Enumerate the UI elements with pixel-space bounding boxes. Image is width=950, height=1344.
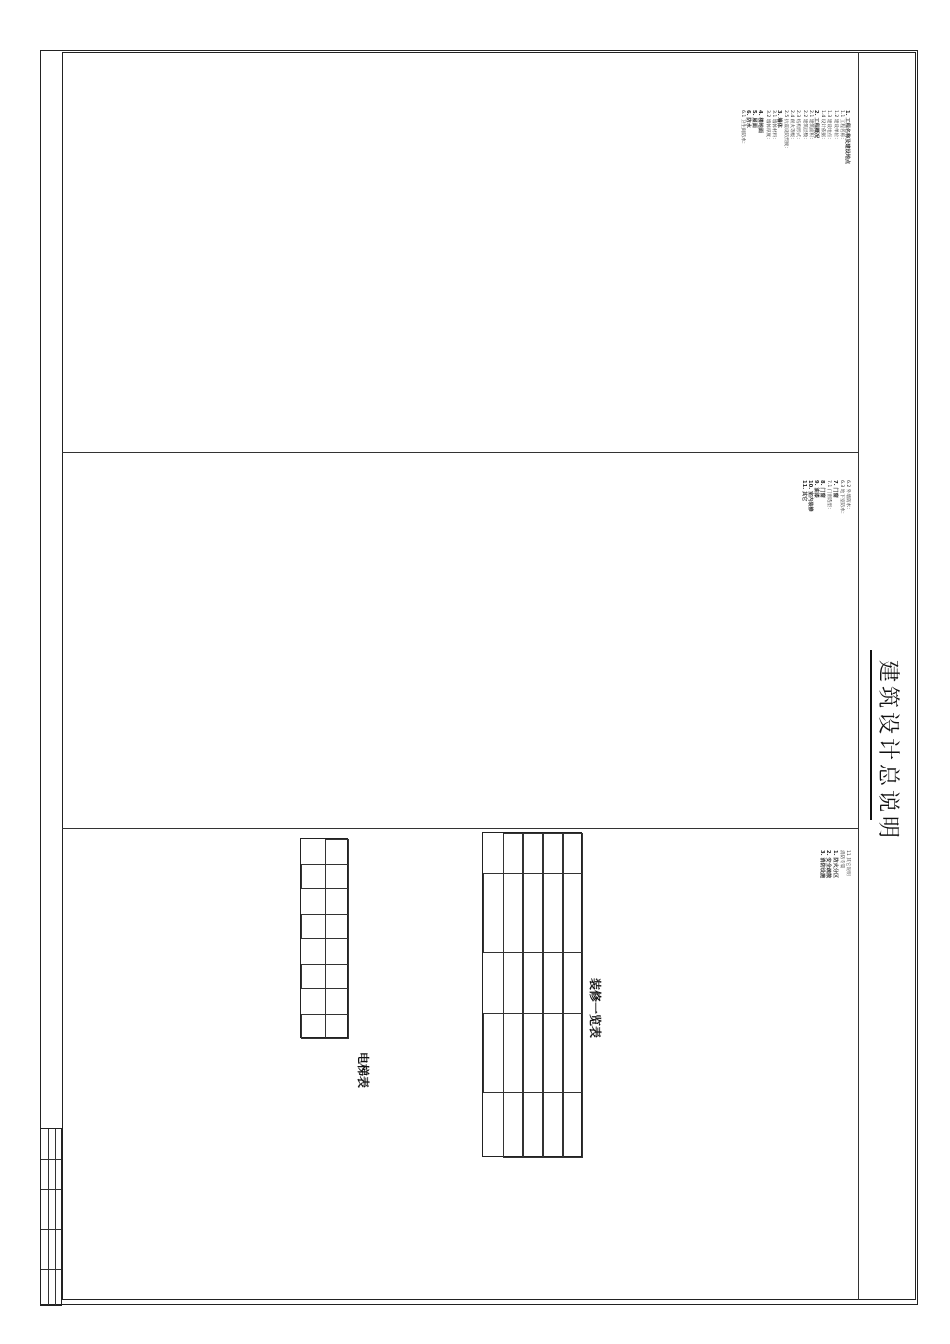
note-line: 2.1 建筑面积：	[807, 110, 813, 142]
note-line: 11. 其它	[800, 480, 807, 502]
title-block-column	[48, 1129, 49, 1305]
title-column-divider	[858, 52, 859, 1300]
page-title: 建筑设计总说明	[875, 660, 900, 843]
note-line: 2.4 耐火等级：	[789, 110, 795, 142]
notes-column-2	[801, 480, 851, 810]
title-block-column	[55, 1129, 56, 1305]
finish-schedule-table	[482, 832, 582, 1157]
note-line: 2.3 结构形式：	[795, 110, 801, 142]
section-divider-1	[62, 452, 858, 453]
note-line: 3. 消防设施	[819, 850, 826, 879]
note-line: 1. 防火分区	[831, 850, 838, 879]
elevator-table-column	[301, 1014, 349, 1039]
note-line: 6. 防水	[745, 110, 751, 128]
finish-table-title: 装修一览表	[588, 978, 602, 1039]
note-line: 1.2 建设单位：	[832, 110, 838, 142]
note-line: 3.2 墙体厚度：	[764, 110, 770, 142]
note-line: 1.1 工程名称：	[838, 110, 844, 142]
notes-column-3	[819, 850, 850, 1180]
elevator-table-title: 电梯表	[356, 1052, 370, 1089]
title-block-row	[41, 1189, 61, 1190]
title-block-row	[41, 1229, 61, 1230]
note-line: 2.2 建筑层数：	[801, 110, 807, 142]
note-line: 5. 屋面	[751, 110, 758, 128]
elevator-table-column	[301, 914, 349, 939]
note-line: 4. 楼地面	[757, 110, 764, 133]
elevator-table-column	[301, 864, 349, 889]
note-line: 6.3 地下室防水：	[838, 480, 844, 517]
note-line: 7.1 门窗选型：	[826, 480, 832, 512]
note-line: 8. 门窗	[819, 480, 826, 498]
note-line: 2. 安全疏散	[825, 850, 832, 879]
note-line: 1.4 设计依据：	[820, 110, 826, 142]
note-line: 3.1 墙体材料：	[770, 110, 776, 142]
notes-column-1	[739, 110, 850, 440]
note-line: 3. 墙体	[775, 110, 782, 128]
note-line: 9. 油漆	[813, 480, 820, 498]
note-line: 消防专篇	[838, 850, 844, 869]
finish-table-column	[483, 873, 583, 953]
finish-table-column	[483, 1013, 583, 1093]
note-line: 1.3 建设地点：	[826, 110, 832, 142]
title-block	[40, 1128, 62, 1306]
note-line: 6.2 外墙防水：	[845, 480, 850, 512]
title-block-row	[41, 1159, 61, 1160]
note-line: 10. 室内装修	[806, 480, 813, 512]
elevator-table	[300, 838, 348, 1038]
note-line: 7. 门窗	[831, 480, 838, 498]
note-line: 6.1 卫生间防水：	[739, 110, 745, 147]
title-underline	[870, 650, 872, 820]
note-line: 1. 工程名称及建设地点	[844, 110, 850, 165]
note-line: 2. 工程概况	[813, 110, 820, 139]
note-line: 11 其它说明	[845, 850, 850, 876]
section-divider-2	[62, 828, 858, 829]
note-line: 2.5 抗震设防烈度：	[783, 110, 789, 151]
title-block-row	[41, 1269, 61, 1270]
elevator-table-column	[301, 964, 349, 989]
